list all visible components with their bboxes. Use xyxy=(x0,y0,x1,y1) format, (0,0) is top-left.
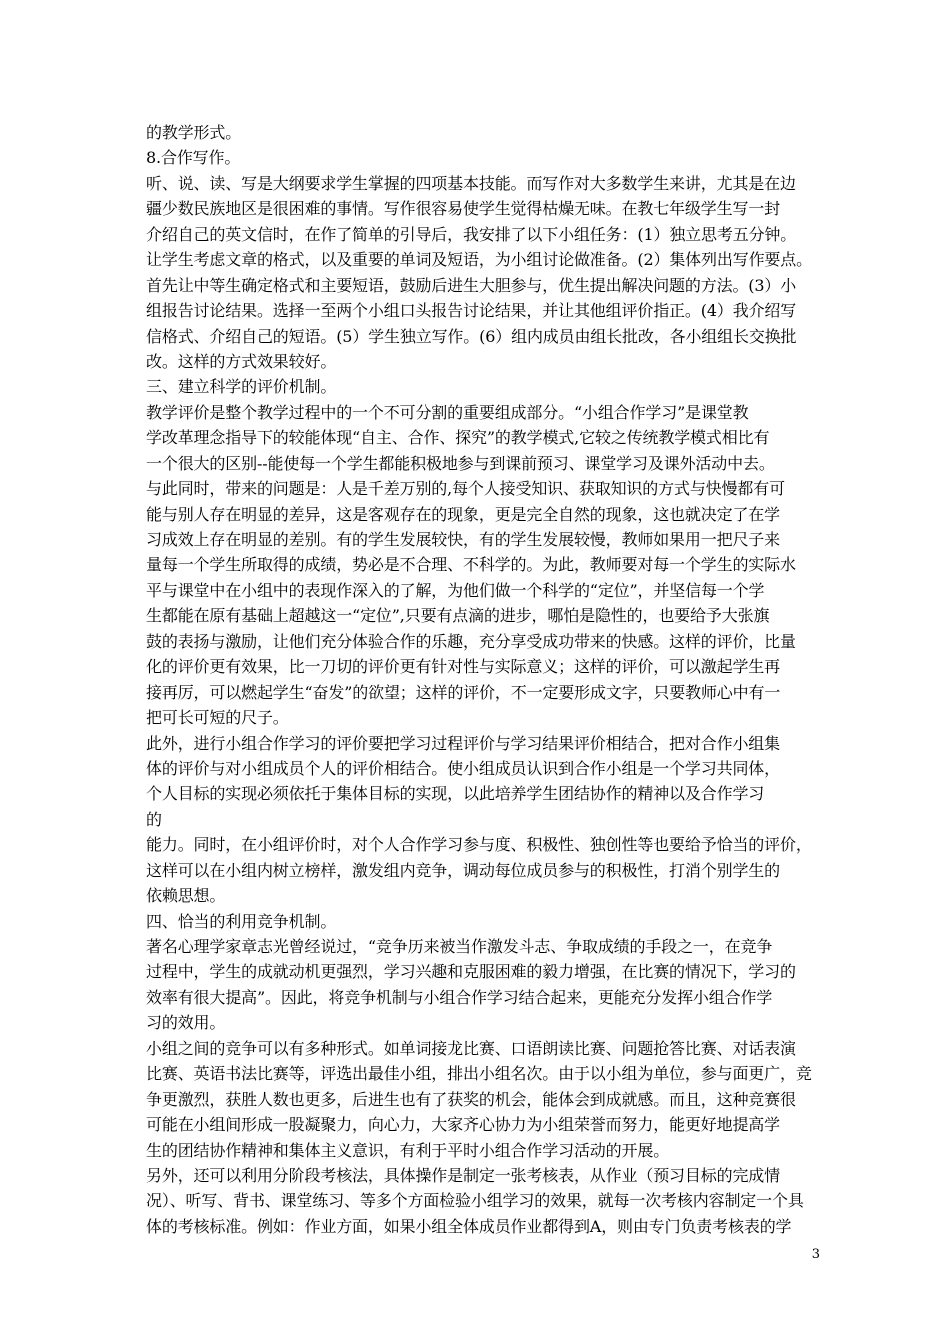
section-heading: 四、恰当的利用竞争机制。 xyxy=(146,911,337,931)
text-line: 况）、听写、背书、课堂练习、等多个方面检验小组学习的效果，就每一次考核内容制定一个具 xyxy=(146,1191,804,1211)
text-line: 把可长可短的尺子。 xyxy=(146,708,289,728)
text-line: 与此同时，带来的问题是：人是千差万别的,每个人接受知识、获取知识的方式与快慢都有可 xyxy=(146,479,785,499)
text-line: 化的评价更有效果，比一刀切的评价更有针对性与实际意义；这样的评价，可以激起学生再 xyxy=(146,657,781,677)
text-line: 介绍自己的英文信时，在作了简单的引导后，我安排了以下小组任务：(1）独立思考五分钟。 xyxy=(146,224,797,244)
text-line: 疆少数民族地区是很困难的事情。写作很容易使学生觉得枯燥无味。在教七年级学生写一封 xyxy=(146,199,781,219)
text-line: 生的团结协作精神和集体主义意识，有利于平时小组合作学习活动的开展。 xyxy=(146,1140,670,1160)
text-line: 生都能在原有基础上超越这一“定位”,只要有点滴的进步，哪怕是隐性的，也要给予大张旗 xyxy=(146,606,770,626)
text-line: 此外，进行小组合作学习的评价要把学习过程评价与学习结果评价相结合，把对合作小组集 xyxy=(146,733,781,753)
page-number: 3 xyxy=(811,1247,820,1262)
text-line: 效率有很大提高”。因此，将竞争机制与小组合作学习结合起来，更能充分发挥小组合作学 xyxy=(146,987,773,1007)
text-line: 8.合作写作。 xyxy=(146,148,241,168)
text-line: 著名心理学家章志光曾经说过，“竞争历来被当作激发斗志、争取成绩的手段之一，在竞争 xyxy=(146,937,773,956)
text-line: 体的评价与对小组成员个人的评价相结合。使小组成员认识到合作小组是一个学习共同体， xyxy=(146,758,781,778)
text-line: 量每一个学生所取得的成绩，势必是不合理、不科学的。为此，教师要对每一个学生的实际水 xyxy=(146,555,796,575)
text-line: 组报告讨论结果。选择一至两个小组口头报告讨论结果，并让其他组评价指正。(4）我介绍写 xyxy=(146,301,797,321)
text-line: 依赖思想。 xyxy=(146,886,226,906)
text-line: 能与别人存在明显的差异，这是客观存在的现象，更是完全自然的现象，这也就决定了在学 xyxy=(146,504,781,524)
text-line: 另外，还可以利用分阶段考核法，具体操作是制定一张考核表，从作业（预习目标的完成情 xyxy=(146,1165,781,1185)
text-line: 小组之间的竞争可以有多种形式。如单词接龙比赛、口语朗读比赛、问题抢答比赛、对话表演 xyxy=(146,1038,796,1058)
text-line: 一个很大的区别--能使每一个学生都能积极地参与到课前预习、课堂学习及课外活动中去。 xyxy=(146,453,775,473)
text-line: 能力。同时，在小组评价时，对个人合作学习参与度、积极性、独创性等也要给予恰当的评价， xyxy=(146,835,812,855)
document-body xyxy=(146,120,824,1239)
text-line: 改。这样的方式效果较好。 xyxy=(146,351,337,371)
text-line: 听、说、读、写是大纲要求学生掌握的四项基本技能。而写作对大多数学生来讲，尤其是在边 xyxy=(146,173,796,193)
text-line: 过程中，学生的成就动机更强烈，学习兴趣和克服困难的毅力增强，在比赛的情况下，学习的 xyxy=(146,962,796,982)
text-line: 习的效用。 xyxy=(146,1013,226,1033)
text-line: 习成效上存在明显的差别。有的学生发展较快，有的学生发展较慢，教师如果用一把尺子来 xyxy=(146,530,781,549)
text-line: 首先让中等生确定格式和主要短语，鼓励后进生大胆参与，优生提出解决问题的方法。(3）小 xyxy=(146,275,797,295)
text-line: 信格式、介绍自己的短语。(5）学生独立写作。(6）组内成员由组长批改，各小组组长交换批 xyxy=(146,326,797,346)
text-line: 平与课堂中在小组中的表现作深入的了解，为他们做一个科学的“定位”，并坚信每一个学 xyxy=(146,580,765,600)
text-line: 这样可以在小组内树立榜样，激发组内竞争，调动每位成员参与的积极性，打消个别学生的 xyxy=(146,860,781,880)
text-line: 个人目标的实现必须依托于集体目标的实现，以此培养学生团结协作的精神以及合作学习 xyxy=(146,784,765,804)
text-line: 接再厉，可以燃起学生“奋发”的欲望；这样的评价，不一定要形成文字，只要教师心中有一 xyxy=(146,682,781,702)
text-line: 的教学形式。 xyxy=(146,123,242,142)
text-line: 让学生考虑文章的格式，以及重要的单词及短语，为小组讨论做准备。(2）集体列出写作要点。 xyxy=(146,250,812,270)
text-line: 争更激烈，获胜人数也更多，后进生也有了获奖的机会，能体会到成就感。而且，这种竞赛很 xyxy=(146,1089,796,1109)
text-line: 体的考核标准。例如：作业方面，如果小组全体成员作业都得到A，则由专门负责考核表的学 xyxy=(146,1216,792,1236)
text-line: 鼓的表扬与激励，让他们充分体验合作的乐趣，充分享受成功带来的快感。这样的评价，比量 xyxy=(146,631,796,651)
text-line: 教学评价是整个教学过程中的一个不可分割的重要组成部分。“小组合作学习”是课堂教 xyxy=(146,402,749,422)
text-line: 学改革理念指导下的较能体现“自主、合作、探究”的教学模式,它较之传统教学模式相比有 xyxy=(146,428,770,448)
text-line: 可能在小组间形成一股凝聚力，向心力，大家齐心协力为小组荣誉而努力，能更好地提高学 xyxy=(146,1115,781,1135)
section-heading: 三、建立科学的评价机制。 xyxy=(146,377,337,397)
text-line: 比赛、英语书法比赛等，评选出最佳小组，排出小组名次。由于以小组为单位，参与面更广，竞 xyxy=(146,1064,812,1084)
text-line: 的 xyxy=(146,809,162,829)
